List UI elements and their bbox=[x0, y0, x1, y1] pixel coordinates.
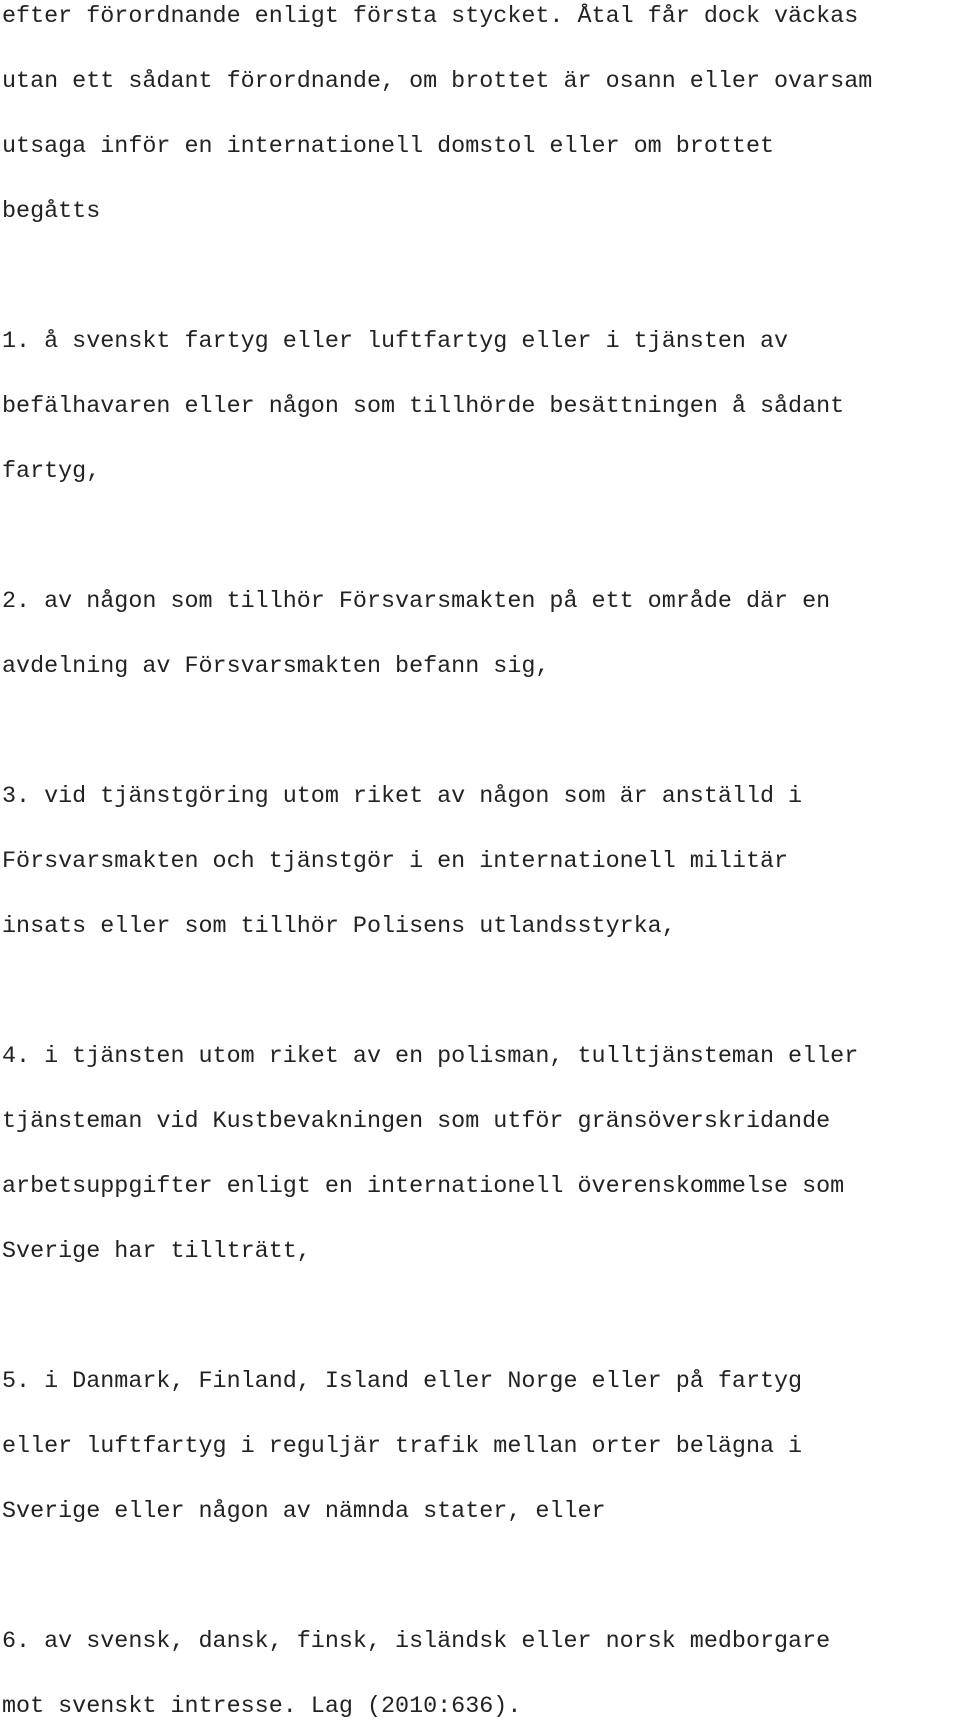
intro-line: utsaga inför en internationell domstol eller om brottet bbox=[2, 134, 775, 160]
intro-line: efter förordnande enligt första stycket. Åtal får dock väckas bbox=[2, 4, 859, 30]
item-1-line: fartyg, bbox=[2, 459, 101, 485]
item-4-line: 4. i tjänsten utom riket av en polisman, tulltjänsteman eller bbox=[2, 1044, 859, 1070]
item-3-line: Försvarsmakten och tjänstgör i en internationell militär bbox=[2, 849, 789, 875]
item-4-line: Sverige har tillträtt, bbox=[2, 1239, 311, 1265]
item-1-line: befälhavaren eller någon som tillhörde besättningen å sådant bbox=[2, 394, 845, 420]
item-5-line: eller luftfartyg i reguljär trafik mellan orter belägna i bbox=[2, 1434, 803, 1460]
intro-line: begåtts bbox=[2, 199, 101, 225]
item-6-line: 6. av svensk, dansk, finsk, isländsk eller norsk medborgare bbox=[2, 1629, 831, 1655]
item-6-line: mot svenskt intresse. Lag (2010:636). bbox=[2, 1694, 522, 1720]
item-3-line: insats eller som tillhör Polisens utlandsstyrka, bbox=[2, 914, 676, 940]
item-2-line: avdelning av Försvarsmakten befann sig, bbox=[2, 654, 550, 680]
item-4-line: tjänsteman vid Kustbevakningen som utför gränsöverskridande bbox=[2, 1109, 831, 1135]
item-5-line: Sverige eller någon av nämnda stater, eller bbox=[2, 1499, 606, 1525]
item-3-line: 3. vid tjänstgöring utom riket av någon som är anställd i bbox=[2, 784, 803, 810]
item-1-line: 1. å svenskt fartyg eller luftfartyg eller i tjänsten av bbox=[2, 329, 789, 355]
intro-line: utan ett sådant förordnande, om brottet är osann eller ovarsam bbox=[2, 69, 873, 95]
item-4-line: arbetsuppgifter enligt en internationell överenskommelse som bbox=[2, 1174, 845, 1200]
item-5-line: 5. i Danmark, Finland, Island eller Norge eller på fartyg bbox=[2, 1369, 803, 1395]
item-2-line: 2. av någon som tillhör Försvarsmakten på ett område där en bbox=[2, 589, 831, 615]
